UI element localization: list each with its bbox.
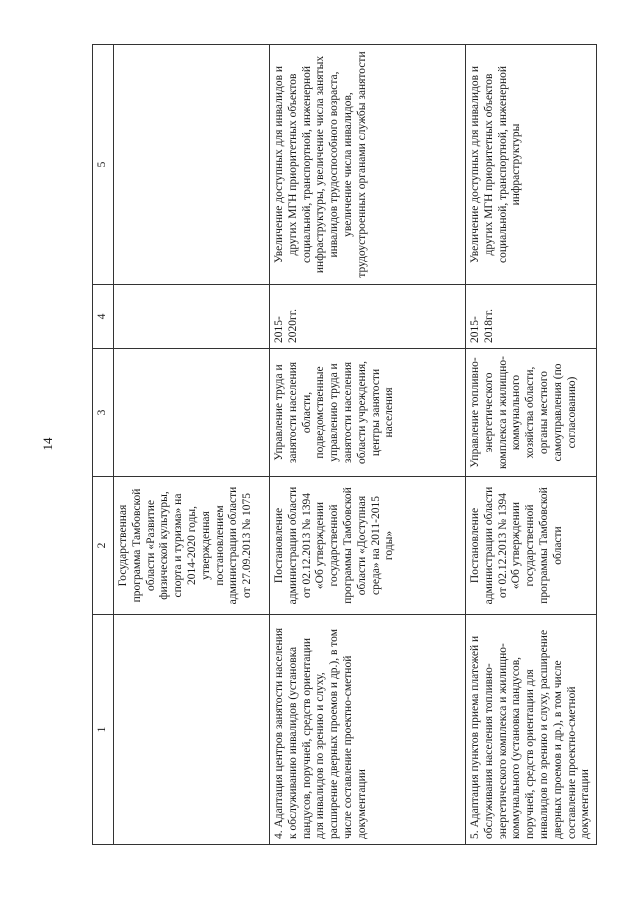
document-cell: Постановление администрации области от 02.12.2013 № 1394 «Об утверждении государственной программы Тамбовской области — [466, 477, 597, 615]
result-cell: Увеличение доступных для инвалидов и других МГН приоритетных объектов социальной, транспортной, инженерной инфраструктуры, увеличение числа занятых инвалидов трудоспособного возраста, увеличение числа инвалидов, трудоустроенных органами службы занятости — [270, 45, 466, 285]
header-cell-5: 5 — [93, 45, 114, 285]
result-cell — [114, 45, 270, 285]
header-cell-3: 3 — [93, 349, 114, 477]
executor-cell: Управление топливно-энергетического комплекса и жилищно-коммунального хозяйства области, органы местного самоуправления (по согласованию) — [466, 349, 597, 477]
executor-cell — [114, 349, 270, 477]
header-cell-2: 2 — [93, 477, 114, 615]
document-cell: Постановление администрации области от 02.12.2013 № 1394 «Об утверждении государственной программы Тамбовской области «Доступная среда» на 2011-2015 годы» — [270, 477, 466, 615]
header-cell-4: 4 — [93, 285, 114, 349]
executor-cell: Управление труда и занятости населения области, подведомственные управлению труда и занятости населения области учреждения, центры занятости населения — [270, 349, 466, 477]
measure-cell — [114, 615, 270, 845]
period-cell: 2015-2020гг. — [270, 285, 466, 349]
period-cell: 2015-2018гг. — [466, 285, 597, 349]
measure-cell: 4. Адаптация центров занятости населения к обслуживанию инвалидов (установка пандусов, поручней, средств ориентации для инвалидов по зрению и слуху, расширение дверных проемов и др.), в том числе составление проектно-сметной документации — [270, 615, 466, 845]
header-cell-1: 1 — [93, 615, 114, 845]
result-cell: Увеличение доступных для инвалидов и других МГН приоритетных объектов социальной, транспортной, инженерной инфраструктуры — [466, 45, 597, 285]
document-cell: Государственная программа Тамбовской области «Развитие физической культуры, спорта и туризма» на 2014-2020 годы, утвержденная постановлением администрации области от 27.09.2013 № 1075 — [114, 477, 270, 615]
measures-table — [92, 44, 597, 845]
measure-cell: 5. Адаптация пунктов приема платежей и обслуживания населения топливно-энергетического комплекса и жилищно-коммунального (установка пандусов, поручней, средств ориентации для инвалидов по зрению и слуху, расширение дверных проемов и др.), в том числе составление проектно-сметной документации — [466, 615, 597, 845]
table-header-row — [93, 45, 114, 845]
page-number: 14 — [40, 437, 55, 451]
rotated-table-wrapper — [92, 45, 612, 845]
table-row — [114, 45, 270, 845]
table-row — [270, 45, 466, 845]
table-row — [466, 45, 597, 845]
period-cell — [114, 285, 270, 349]
